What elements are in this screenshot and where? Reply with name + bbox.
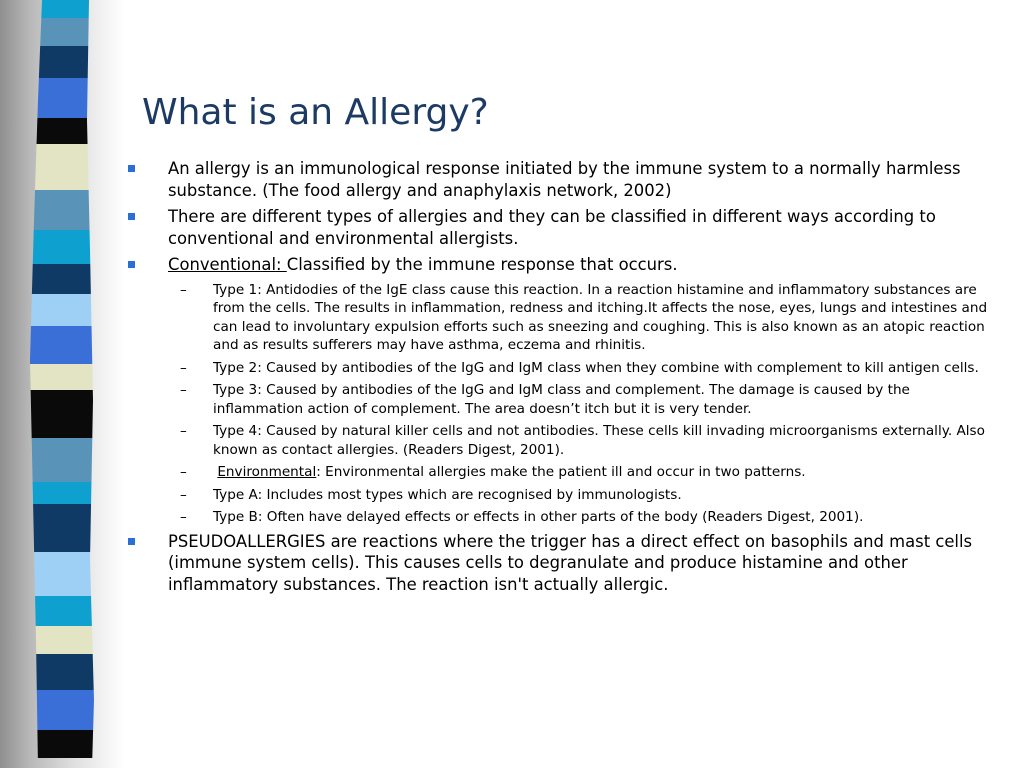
stripe-segment — [30, 294, 100, 326]
environmental-label: Environmental — [217, 464, 317, 480]
bullet-item-allergy-types — [128, 206, 988, 249]
stripe-segment — [30, 654, 100, 690]
slide-body — [128, 158, 988, 600]
sub-item-text: Type 3: Caused by antibodies of the IgG and IgM class and complement. The damage is caused by the inflammation action of complement. The area doesn’t itch but it is very tender. — [213, 382, 910, 417]
sub-item-text: Type 1: Antidodies of the IgE class cause this reaction. In a reaction histamine and inflammatory substances are from the cells. The results in inflammation, redness and itching.It affects the nose, eyes, lungs and intestines and can lead to involuntary expulsion efforts such as sneezing and coughing. This is also known as an atopic reaction and as results sufferers may have asthma, eczema and rhinitis. — [213, 281, 988, 353]
bullet-item-conventional — [128, 254, 988, 276]
sub-item-text: Type 2: Caused by antibodies of the IgG and IgM class when they combine with complement to kill antigen cells. — [213, 359, 979, 376]
square-bullet-icon — [128, 261, 135, 268]
bullet-text: An allergy is an immunological response initiated by the immune system to a normally harmless substance. (The food allergy and anaphylaxis network, 2002) — [168, 159, 961, 200]
square-bullet-icon — [128, 165, 135, 172]
dash-bullet-icon: – — [180, 486, 187, 503]
stripe-segment — [30, 626, 100, 654]
stripe-segment — [30, 264, 100, 294]
stripe-segment — [30, 230, 100, 264]
stripe-segment — [30, 730, 100, 758]
square-bullet-icon — [128, 213, 135, 220]
sub-item-type-4 — [128, 422, 988, 459]
stripe-segment — [30, 552, 100, 596]
stripe-segment — [30, 482, 100, 504]
bullet-item-pseudoallergies — [128, 531, 988, 596]
stripe-segment — [30, 690, 100, 730]
dash-bullet-icon: – — [180, 509, 187, 525]
bullet-item-allergy-definition — [128, 158, 988, 201]
sub-item-text: Type 4: Caused by natural killer cells and not antibodies. These cells kill invading microorganisms externally. Also known as contact allergies. (Readers Digest, 2001). — [213, 423, 985, 458]
sub-item-type-1 — [128, 281, 988, 355]
stripe-segment — [30, 326, 100, 364]
slide-title: What is an Allergy? — [142, 92, 489, 133]
sub-item-text: Type B: Often have delayed effects or effects in other parts of the body (Readers Digest, 2001). — [213, 509, 864, 525]
conventional-label: Conventional: — [168, 255, 287, 274]
sub-item-text: Type A: Includes most types which are recognised by immunologists. — [213, 486, 682, 503]
bullet-text: PSEUDOALLERGIES are reactions where the trigger has a direct effect on basophils and mast cells (immune system cells). This causes cells to degranulate and produce histamine and other inflammatory substances. The reaction isn't actually allergic. — [168, 531, 973, 594]
bullet-text: Classified by the immune response that occurs. — [286, 255, 678, 274]
dash-bullet-icon: – — [180, 359, 187, 376]
dash-bullet-icon: – — [180, 382, 187, 398]
stripe-segment — [30, 438, 100, 482]
sub-item-type-3 — [128, 381, 988, 418]
dash-bullet-icon: – — [180, 464, 187, 480]
sub-item-environmental — [128, 463, 988, 482]
sub-item-text: : Environmental allergies make the patient ill and occur in two patterns. — [316, 464, 806, 480]
sub-item-type-a — [128, 486, 988, 505]
sub-item-type-2 — [128, 359, 988, 378]
stripe-segment — [30, 596, 100, 626]
dash-bullet-icon: – — [180, 281, 187, 298]
dash-bullet-icon: – — [180, 423, 187, 439]
stripe-segment — [30, 364, 100, 390]
stripe-segment — [30, 390, 100, 438]
stripe-segment — [30, 504, 100, 552]
bullet-text: There are different types of allergies and they can be classified in different ways according to conventional and environmental allergists. — [168, 207, 936, 248]
square-bullet-icon — [128, 538, 135, 545]
sub-item-type-b — [128, 508, 988, 527]
